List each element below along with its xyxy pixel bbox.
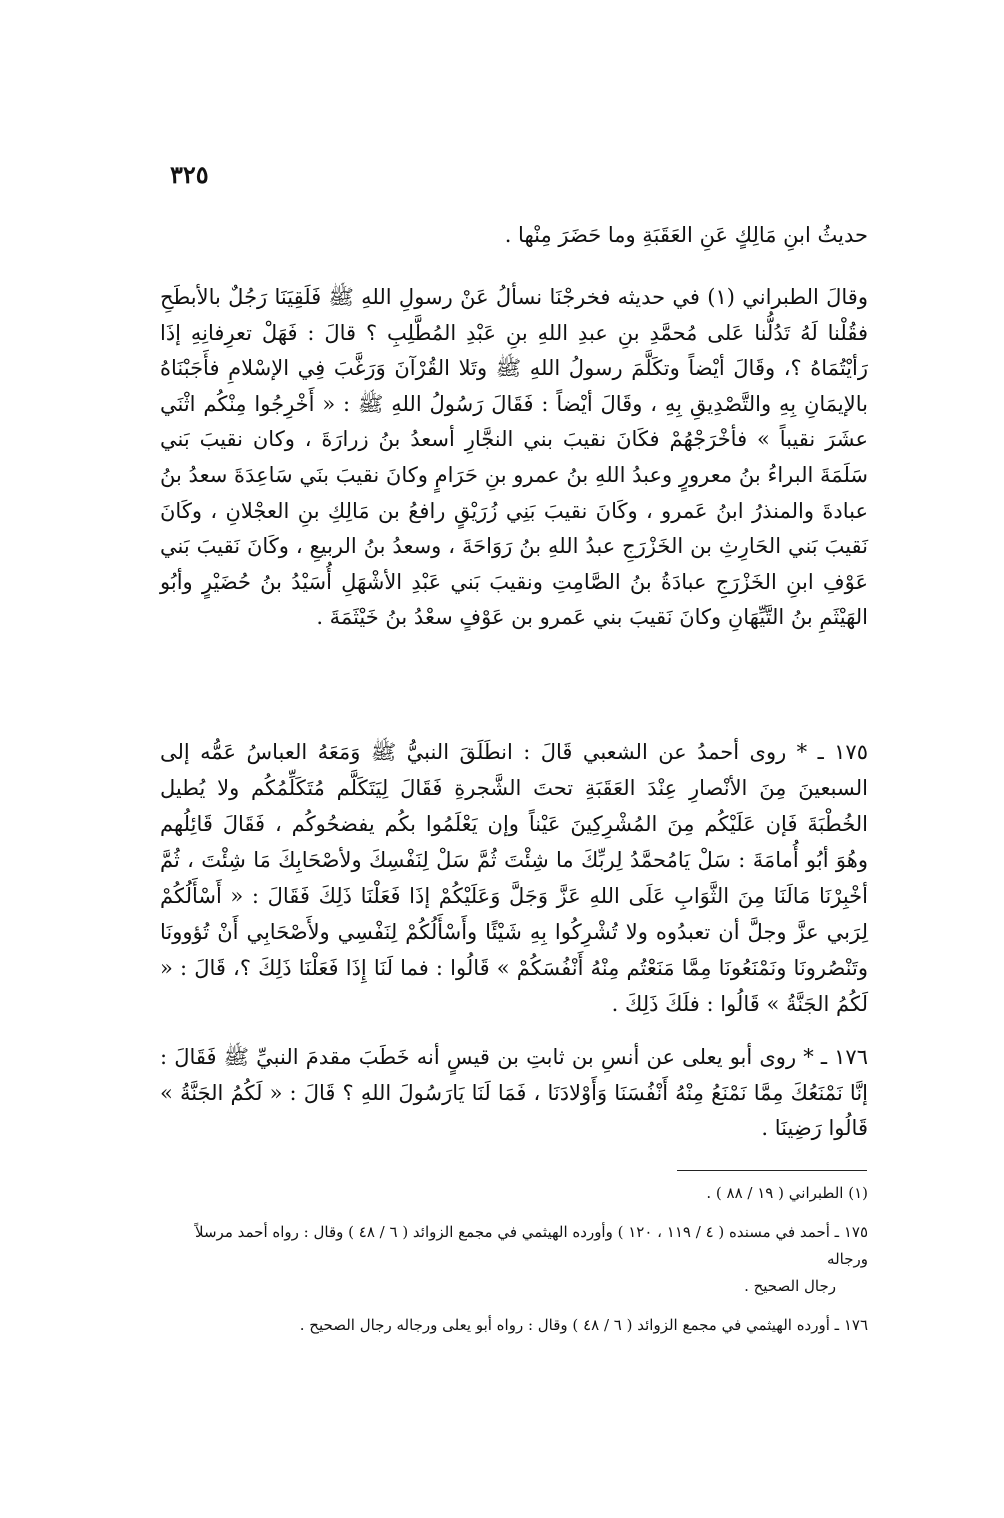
page-number: ٣٢٥ [170,160,209,189]
footnote-divider [677,1170,867,1171]
paragraph-hadith-176: ١٧٦ ـ * روى أبو يعلى عن أنسِ بن ثابتِ بن قيسٍ أنه خَطَبَ مقدمَ النبيِّ ﷺ فَقَالَ : إنَّا نَمْنَعُكَ مِمَّا نَمْنَعُ مِنْهُ أَنْفُسَنَا وَأَوْلادَنَا ، فَمَا لَنَا يَارَسُولَ اللهِ ؟ قَالَ : « لَكُمُ الجَنَّةُ » قَالُوا رَضِينَا . [160,1045,868,1140]
paragraph-tabarani: وقالَ الطبراني (١) في حديثه فخرجْنَا نسألُ عَنْ رسولِ اللهِ ﷺ فَلَقِيَنَا رَجُلٌ بالأبطَحِ فقُلْنا لَهُ تَدُلُّنا عَلى مُحمَّدِ بنِ عبدِ اللهِ بنِ عَبْدِ المُطَّلِبِ ؟ قالَ : فَهَلْ تعرِفانِهِ إذَا رَأيْتُمَاهُ ؟، وقَالَ أيْضاً وتكَلَّمَ رسولُ اللهِ ﷺ وتَلا القُرْآنَ وَرَغَّبَ فِي الإسْلامِ فأَجَبْنَاهُ بالإيمَانِ بِهِ والتَّصْدِيقِ بِهِ ، وقَالَ أيْضاً : فَقَالَ رَسُولُ اللهِ ﷺ : « أَخْرِجُوا مِنْكُم اثْنَي عشَرَ نقيباً » فأخْرَجْهُمْ فكَانَ نقيبَ بني النجَّارِ أسعدُ بنُ زرارَةَ ، وكان نقيبَ بَني سَلَمَةَ البراءُ بنُ معرورٍ وعبدُ اللهِ بنُ عمرو بنِ حَرَامٍ وكانَ نقيبَ بنَي سَاعِدَةَ سعدُ بنُ عبادةَ والمنذرُ ابنُ عَمرو ، وكَانَ نقيبَ بَنِي زُرَيْقٍ رافعُ بن مَالِكِ بنِ العجْلانِ ، وكَانَ نَقيبَ بَني الحَارِثِ بن الخَزْرَجِ عبدُ اللهِ بنُ رَوَاحَةَ ، وسعدُ بنُ الربيعِ ، وكَانَ نَقيبَ بَني عَوْفِ ابنِ الخَزْرَجِ عبادَةُ بنُ الصَّامِتِ ونقيبَ بَني عَبْدِ الأشْهَلِ أُسَيْدُ بنُ حُضَيْرٍ وأبُو الهَيْثَمِ بنُ التَّيِّهَانِ وكانَ نَقيبَ بني عَمرو بن عَوْفٍ سعْدُ بنُ خَيْثَمَةَ . [160,285,868,630]
footnote-1: (١) الطبراني ( ١٩ / ٨٨ ) . [706,1184,868,1202]
paragraph-intro: حديثُ ابنِ مَالِكٍ عَنِ العَقَبَةِ وما حَضَرَ مِنْها . [504,223,868,247]
footnote-175: ١٧٥ ـ أحمد في مسنده ( ٤ / ١١٩ ، ١٢٠ ) وأورده الهيثمي في مجمع الزوائد ( ٦ / ٤٨ ) وقال : رواه أحمد مرسلاً ورجاله [195,1223,868,1268]
footnote-176: ١٧٦ ـ أورده الهيثمي في مجمع الزوائد ( ٦ / ٤٨ ) وقال : رواه أبو يعلى ورجاله رجال الصحيح . [299,1316,868,1334]
footnotes [160,1180,868,1339]
paragraph-hadith-175: ١٧٥ ـ * روى أحمدُ عن الشعبي قَالَ : انطَلَقَ النبيُّ ﷺ وَمَعَهُ العباسُ عَمُّه إلى السبعينَ مِنَ الأنْصارِ عِنْدَ العَقَبَةِ تحتَ الشَّجرةِ فَقَالَ لِيَتَكَلَّم مُتَكَلِّمُكُم ولا يُطيل الخُطْبَةَ فَإن عَلَيْكُم مِنَ المُشْرِكِينَ عَيْناً وإن يَعْلَمُوا بكُم يفضحُوكُم ، فَقَالَ قَائِلُهم وهُوَ أبُو أُمامَةَ : سَلْ يَامُحمَّدُ لِربِّكَ ما شِئْتَ ثُمَّ سَلْ لِنَفْسِكَ ولأصْحَابِكَ مَا شِئْتَ ، ثُمَّ أخْبِرْنَا مَالَنَا مِنَ الثَّوَابِ عَلَى اللهِ عَزَّ وَجَلَّ وَعَلَيْكُمْ إذَا فَعَلْنَا ذَلِكَ فَقَالَ : « أَسْأَلُكُمْ لِرَبي عزَّ وجلَّ أن تعبدُوه ولا تُشْرِكُوا بِهِ شَيْئًا وأَسْأَلُكُمْ لِنَفْسِي ولأَصْحَابِي أَنْ تُؤوونَا وتَنْصُرونَا ونَمْنَعُونَا مِمَّا مَنَعْتُم مِنْهُ أَنْفُسَكُمْ » قَالُوا : فما لَنَا إِذَا فَعَلْنَا ذَلِكَ ؟، قَالَ : « لَكُمُ الجَنَّةُ » قَالُوا : فلَكَ ذَلِكَ . [160,740,868,1016]
footnote-175-continuation: رجال الصحيح . [744,1277,836,1295]
